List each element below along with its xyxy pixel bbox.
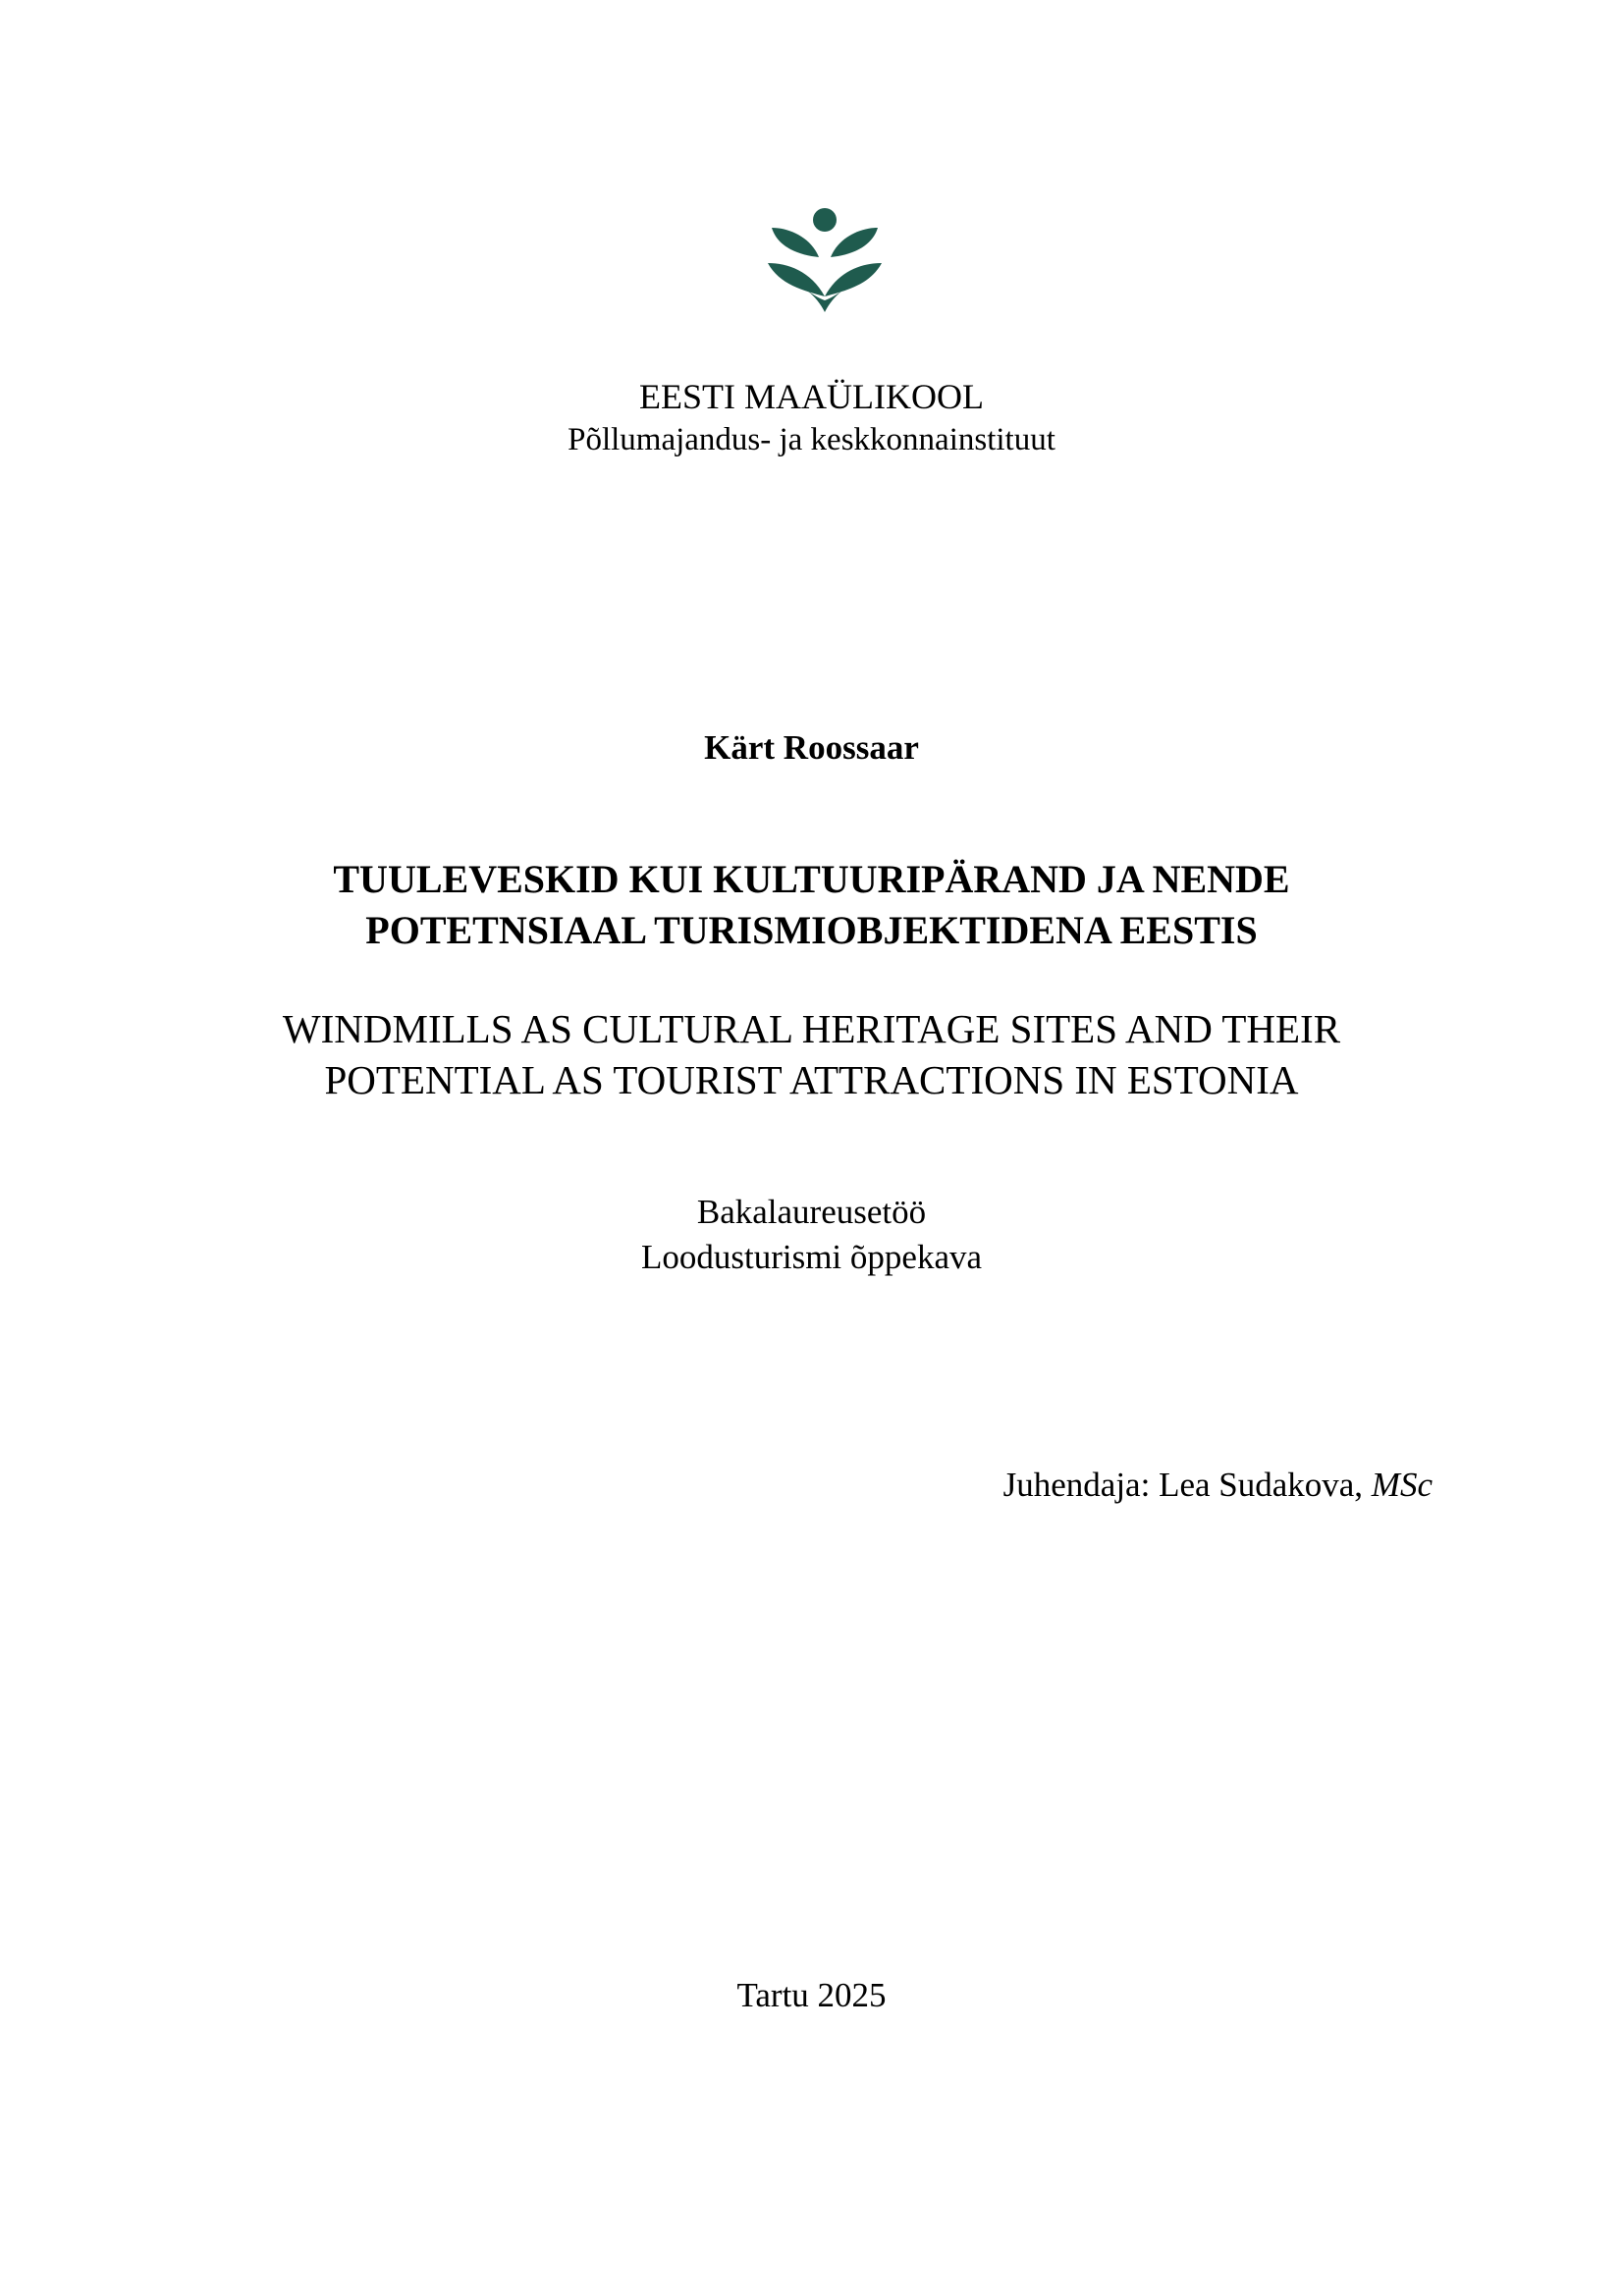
thesis-title-english (0, 1003, 1623, 1105)
title-en-line: POTENTIAL AS TOURIST ATTRACTIONS IN ESTONIA (324, 1057, 1299, 1102)
place-and-year: Tartu 2025 (736, 1976, 887, 2014)
supervisor-degree: MSc (1371, 1466, 1433, 1504)
title-et-line: TUULEVESKID KUI KULTUURIPÄRAND JA NENDE (333, 857, 1290, 901)
study-program: Loodusturismi õppekava (640, 1238, 983, 1276)
institution-name: EESTI MAAÜLIKOOL (639, 377, 984, 416)
title-en-line: WINDMILLS AS CULTURAL HERITAGE SITES AND THEIR (282, 1006, 1341, 1051)
supervisor (1003, 1463, 1433, 1508)
title-et-line: POTETNSIAAL TURISMIOBJEKTIDENA EESTIS (365, 908, 1258, 952)
thesis-type: Bakalaureusetöö (696, 1193, 927, 1231)
university-logo-icon (768, 206, 882, 314)
institute-name: Põllumajandus- ja keskkonnainstituut (568, 422, 1055, 457)
author-name: Kärt Roossaar (704, 728, 919, 767)
supervisor-label: Juhendaja: Lea Sudakova, (1002, 1466, 1372, 1504)
thesis-title-estonian (0, 854, 1623, 956)
